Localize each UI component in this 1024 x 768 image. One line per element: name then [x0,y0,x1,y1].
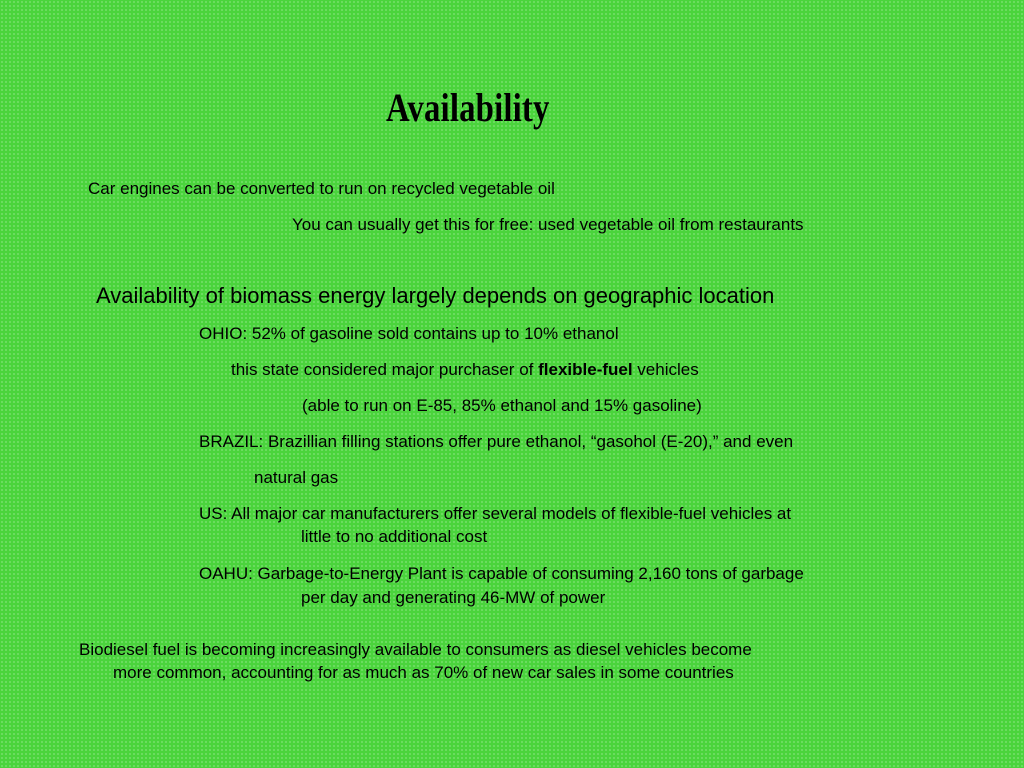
ohio-text: OHIO: 52% of gasoline sold contains up to 10% ethanol [199,324,619,343]
slide-title: Availability [386,85,550,130]
brazil-text-line2: natural gas [254,468,339,487]
free-oil-text: You can usually get this for free: used vegetable oil from restaurants [292,215,804,234]
us-text-line2: little to no additional cost [301,527,488,546]
biomass-heading: Availability of biomass energy largely depends on geographic location [96,283,775,308]
e85-text: (able to run on E-85, 85% ethanol and 15% gasoline) [302,396,702,415]
oahu-text-line2: per day and generating 46-MW of power [301,588,606,607]
brazil-text-line1: BRAZIL: Brazillian filling stations offer pure ethanol, “gasohol (E-20),” and even [199,432,794,451]
biodiesel-text-line2: more common, accounting for as much as 70% of new car sales in some countries [113,663,734,682]
flexible-fuel-bold: flexible-fuel [538,360,633,379]
us-text-line1: US: All major car manufacturers offer several models of flexible-fuel vehicles at [199,504,792,523]
oahu-text-line1: OAHU: Garbage-to-Energy Plant is capable of consuming 2,160 tons of garbage [199,564,804,583]
ohio-sub-prefix: this state considered major purchaser of [231,360,539,379]
vegetable-oil-text: Car engines can be converted to run on recycled vegetable oil [88,179,555,198]
biodiesel-text-line1: Biodiesel fuel is becoming increasingly available to consumers as diesel vehicles become [79,640,752,659]
ohio-flexible-fuel-text [231,359,699,381]
ohio-sub-suffix: vehicles [632,360,699,379]
